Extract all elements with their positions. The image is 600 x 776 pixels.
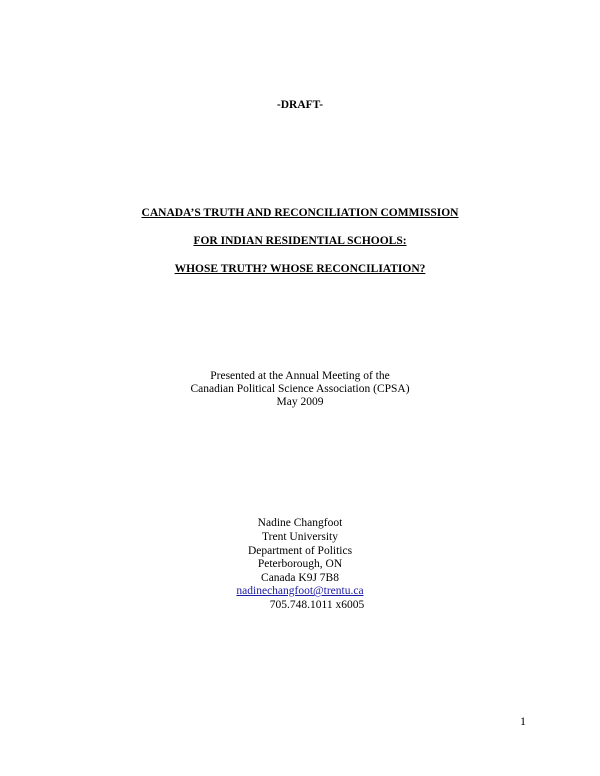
presentation-date: May 2009 xyxy=(276,396,324,408)
author-department: Department of Politics xyxy=(247,545,353,557)
author-university: Trent University xyxy=(262,531,338,543)
author-email-row xyxy=(0,584,600,598)
title-line-3: WHOSE TRUTH? WHOSE RECONCILIATION? xyxy=(174,263,426,275)
presentation-line-2: Canadian Political Science Association (CPSA) xyxy=(190,383,410,395)
author-phone-row xyxy=(0,598,600,612)
title-line-1: CANADA’S TRUTH AND RECONCILIATION COMMISSION xyxy=(141,207,459,219)
author-city: Peterborough, ON xyxy=(257,558,343,570)
author-name: Nadine Changfoot xyxy=(257,517,343,529)
page-number: 1 xyxy=(520,714,526,728)
presentation-line-1: Presented at the Annual Meeting of the xyxy=(210,370,390,382)
draft-label: -DRAFT- xyxy=(276,99,324,111)
author-postal: Canada K9J 7B8 xyxy=(261,572,339,584)
author-phone: 705.748.1011 x6005 xyxy=(269,599,365,611)
title-line-2: FOR INDIAN RESIDENTIAL SCHOOLS: xyxy=(193,235,407,247)
author-email-link[interactable]: nadinechangfoot@trentu.ca xyxy=(236,585,364,597)
